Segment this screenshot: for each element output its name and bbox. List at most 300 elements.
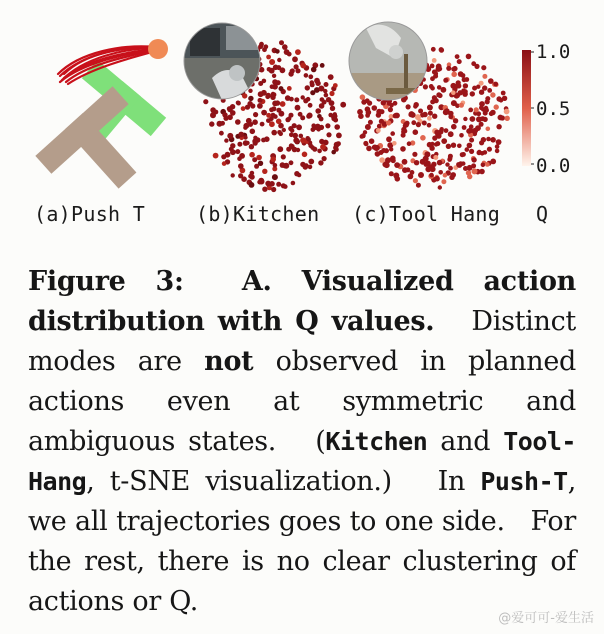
scatter-point bbox=[273, 114, 278, 119]
scatter-point bbox=[470, 116, 476, 122]
scatter-point bbox=[322, 100, 327, 105]
scatter-point bbox=[375, 151, 381, 157]
figure-label: Figure 3: bbox=[28, 266, 184, 297]
scatter-point bbox=[241, 106, 246, 111]
scatter-point bbox=[248, 96, 253, 101]
caption-term: Tool-Hang bbox=[28, 427, 576, 496]
scatter-point bbox=[287, 86, 292, 91]
scatter-point bbox=[324, 82, 329, 87]
scatter-point bbox=[280, 67, 286, 73]
scatter-point bbox=[443, 173, 448, 178]
scatter-point bbox=[295, 49, 301, 55]
caption-text: For the rest, there is no clear clustering of actions or Q. bbox=[28, 506, 576, 617]
scatter-point bbox=[271, 106, 276, 111]
scatter-point bbox=[446, 144, 451, 149]
scatter-point bbox=[418, 109, 423, 114]
scatter-point bbox=[257, 180, 262, 185]
scatter-point bbox=[307, 113, 313, 119]
scatter-point bbox=[456, 162, 461, 167]
scatter-point bbox=[479, 90, 484, 95]
scatter-point bbox=[305, 85, 310, 90]
scatter-point bbox=[369, 138, 375, 144]
scatter-point bbox=[441, 138, 447, 144]
scatter-point bbox=[479, 140, 484, 145]
scatter-point bbox=[463, 83, 468, 88]
scatter-point bbox=[418, 172, 424, 178]
scatter-point bbox=[311, 67, 317, 73]
scatter-point bbox=[457, 59, 462, 64]
q-colorbar bbox=[520, 48, 534, 168]
scatter-point bbox=[258, 91, 264, 97]
scatter-point bbox=[315, 81, 320, 86]
scatter-point bbox=[501, 91, 506, 96]
scatter-point bbox=[310, 80, 315, 85]
colorbar-tick-high: 1.0 bbox=[536, 41, 571, 63]
scatter-point bbox=[427, 123, 432, 128]
scatter-point bbox=[271, 130, 277, 136]
scatter-point bbox=[227, 133, 233, 139]
scatter-point bbox=[272, 174, 278, 180]
scatter-point bbox=[320, 63, 325, 68]
scatter-point bbox=[308, 103, 313, 108]
scatter-point bbox=[269, 181, 275, 187]
scatter-point bbox=[318, 86, 324, 92]
scatter-point bbox=[262, 47, 267, 52]
scatter-point bbox=[328, 74, 334, 80]
scatter-point bbox=[277, 146, 283, 152]
scatter-point bbox=[462, 125, 467, 130]
scatter-point bbox=[432, 70, 437, 75]
scatter-point bbox=[300, 63, 306, 69]
scatter-point bbox=[243, 126, 247, 130]
scatter-point bbox=[486, 127, 491, 132]
scatter-point bbox=[481, 163, 486, 168]
scatter-point bbox=[388, 107, 393, 112]
colorbar-label: Q bbox=[536, 202, 549, 226]
scatter-point bbox=[459, 133, 464, 138]
scatter-point bbox=[357, 109, 363, 115]
scatter-point bbox=[271, 187, 276, 192]
scatter-point bbox=[237, 156, 242, 161]
scatter-point bbox=[303, 164, 309, 170]
scatter-point bbox=[367, 101, 372, 106]
scatter-point bbox=[455, 93, 460, 98]
scatter-point bbox=[498, 115, 504, 121]
scatter-point bbox=[315, 108, 321, 114]
scatter-point bbox=[217, 121, 223, 127]
scatter-point bbox=[402, 129, 407, 134]
scatter-point bbox=[361, 99, 366, 104]
scatter-point bbox=[423, 84, 428, 89]
scatter-point bbox=[238, 132, 244, 138]
scatter-point bbox=[364, 142, 368, 146]
scatter-point bbox=[453, 118, 458, 123]
scatter-point bbox=[330, 106, 335, 111]
scatter-point bbox=[448, 131, 454, 137]
scatter-point bbox=[289, 133, 294, 138]
scatter-point bbox=[390, 156, 396, 162]
scatter-point bbox=[324, 93, 329, 98]
scatter-point bbox=[238, 163, 244, 169]
scatter-point bbox=[402, 167, 408, 173]
caption-emphasis: not bbox=[204, 346, 254, 377]
scatter-point bbox=[203, 99, 208, 104]
scatter-point bbox=[295, 68, 300, 73]
scatter-point bbox=[484, 108, 489, 113]
scatter-point bbox=[504, 109, 510, 115]
scatter-point bbox=[438, 185, 442, 189]
scatter-point bbox=[368, 120, 373, 125]
scatter-point bbox=[320, 144, 326, 150]
scatter-point bbox=[392, 141, 397, 146]
scatter-point bbox=[250, 129, 256, 135]
scatter-point bbox=[314, 125, 319, 130]
scatter-point bbox=[431, 162, 436, 167]
scatter-point bbox=[248, 89, 252, 93]
scatter-point bbox=[465, 147, 470, 152]
scatter-point bbox=[471, 61, 476, 66]
scatter-point bbox=[230, 110, 236, 116]
scatter-point bbox=[444, 128, 449, 133]
scatter-point bbox=[429, 146, 434, 151]
scatter-point bbox=[265, 94, 270, 99]
scatter-point bbox=[308, 165, 313, 170]
scatter-point bbox=[424, 151, 430, 157]
scatter-point bbox=[256, 155, 262, 161]
scatter-point bbox=[238, 173, 243, 178]
push-t-panel bbox=[24, 18, 184, 198]
scatter-point bbox=[403, 122, 409, 128]
scatter-point bbox=[468, 128, 474, 134]
caption-text: Distinct modes are bbox=[28, 306, 576, 377]
scatter-point bbox=[322, 156, 327, 161]
scatter-point bbox=[495, 149, 500, 154]
colorbar-tick-mid: 0.5 bbox=[536, 98, 571, 120]
scatter-point bbox=[496, 139, 502, 145]
scatter-point bbox=[429, 173, 434, 178]
scatter-point bbox=[496, 124, 501, 129]
scatter-point bbox=[455, 54, 460, 59]
caption-text: , we all trajectories goes to one side. bbox=[28, 466, 576, 537]
scatter-point bbox=[272, 79, 278, 85]
scatter-point bbox=[413, 104, 418, 109]
scatter-point bbox=[319, 117, 324, 122]
scatter-point bbox=[290, 128, 294, 132]
scatter-point bbox=[271, 92, 276, 97]
scatter-point bbox=[466, 54, 472, 60]
scatter-point bbox=[408, 112, 413, 117]
scatter-point bbox=[402, 159, 408, 165]
kitchen-panel bbox=[182, 18, 352, 193]
scatter-point bbox=[253, 112, 258, 117]
scatter-point bbox=[325, 123, 330, 128]
scatter-point bbox=[249, 182, 255, 188]
scatter-point bbox=[319, 139, 324, 144]
scatter-point bbox=[389, 171, 394, 176]
subfig-label-kitchen: (b)Kitchen bbox=[196, 202, 320, 226]
scatter-point bbox=[400, 146, 406, 152]
scatter-point bbox=[482, 74, 487, 79]
scatter-point bbox=[467, 143, 473, 149]
scatter-point bbox=[372, 145, 377, 150]
scatter-point bbox=[451, 143, 456, 148]
scatter-point bbox=[289, 144, 295, 150]
scatter-point bbox=[480, 151, 485, 156]
scatter-point bbox=[213, 153, 219, 159]
scatter-point bbox=[420, 135, 426, 141]
scatter-point bbox=[415, 114, 421, 120]
scatter-point bbox=[451, 90, 456, 95]
scatter-point bbox=[451, 124, 457, 130]
scatter-point bbox=[285, 95, 291, 101]
scatter-point bbox=[306, 136, 310, 140]
scatter-point bbox=[481, 65, 486, 70]
scatter-point bbox=[272, 74, 276, 78]
scatter-point bbox=[485, 99, 490, 104]
scatter-point bbox=[475, 125, 481, 131]
scatter-point bbox=[258, 98, 263, 103]
scatter-point bbox=[446, 66, 451, 71]
scatter-point bbox=[376, 112, 381, 117]
scatter-point bbox=[479, 105, 484, 110]
scatter-point bbox=[461, 73, 466, 78]
scatter-point bbox=[462, 77, 467, 82]
scatter-point bbox=[386, 120, 391, 125]
scatter-point bbox=[469, 138, 474, 143]
scatter-point bbox=[282, 44, 288, 50]
caption-title: A. Visualized action distribution with Q values. bbox=[28, 266, 576, 337]
scatter-point bbox=[273, 163, 278, 168]
scatter-point bbox=[471, 157, 476, 162]
scatter-point bbox=[252, 119, 258, 125]
scatter-point bbox=[270, 157, 276, 163]
scatter-point bbox=[266, 113, 271, 118]
scatter-point bbox=[366, 146, 372, 152]
scatter-point bbox=[463, 166, 468, 171]
scatter-point bbox=[292, 56, 298, 62]
scatter-point bbox=[276, 108, 281, 113]
scatter-point bbox=[248, 122, 253, 127]
scatter-point bbox=[289, 160, 294, 165]
scatter-point bbox=[448, 111, 454, 117]
scatter-point bbox=[360, 94, 366, 100]
caption-text: and bbox=[427, 426, 504, 457]
scatter-point bbox=[416, 183, 421, 188]
scatter-point bbox=[451, 72, 457, 78]
scatter-point bbox=[472, 168, 478, 174]
scatter-point bbox=[469, 149, 474, 154]
scatter-point bbox=[308, 74, 313, 79]
scatter-point bbox=[224, 138, 228, 142]
scatter-point bbox=[290, 69, 295, 74]
scatter-point bbox=[467, 174, 472, 179]
scatter-point bbox=[496, 96, 501, 101]
scatter-point bbox=[306, 97, 311, 102]
scatter-point bbox=[275, 100, 280, 105]
scatter-point bbox=[260, 122, 265, 127]
scatter-point bbox=[463, 117, 467, 121]
scatter-point bbox=[254, 164, 259, 169]
scatter-point bbox=[449, 175, 454, 180]
scatter-point bbox=[317, 149, 322, 154]
scatter-point bbox=[432, 136, 437, 141]
scatter-point bbox=[428, 111, 433, 116]
scatter-point bbox=[295, 105, 301, 111]
scatter-point bbox=[334, 142, 340, 148]
scatter-point bbox=[479, 81, 484, 86]
scatter-point bbox=[487, 147, 492, 152]
scatter-point bbox=[248, 174, 253, 179]
scatter-point bbox=[291, 181, 296, 186]
scatter-point bbox=[223, 116, 228, 121]
scatter-point bbox=[427, 116, 432, 121]
scatter-point bbox=[276, 119, 282, 125]
figure-caption bbox=[28, 262, 576, 622]
scatter-point bbox=[434, 130, 439, 135]
scatter-point bbox=[379, 157, 385, 163]
scatter-point bbox=[242, 93, 247, 98]
scatter-point bbox=[451, 67, 456, 72]
scatter-point bbox=[296, 148, 300, 152]
scatter-point bbox=[304, 73, 309, 78]
agent-dot bbox=[148, 39, 168, 59]
caption-text: observed in planned actions even at symmetric and ambiguous states. bbox=[28, 346, 577, 457]
scatter-point bbox=[384, 162, 390, 168]
scatter-point bbox=[505, 116, 510, 121]
caption-text: In bbox=[437, 466, 481, 497]
scatter-point bbox=[441, 179, 446, 184]
scatter-point bbox=[416, 122, 421, 127]
scatter-point bbox=[422, 121, 427, 126]
scatter-point bbox=[485, 162, 490, 167]
scatter-point bbox=[434, 98, 439, 103]
scatter-point bbox=[308, 144, 313, 149]
scatter-point bbox=[425, 166, 431, 172]
scatter-point bbox=[249, 152, 255, 158]
scatter-point bbox=[219, 131, 224, 136]
scatter-point bbox=[296, 124, 302, 130]
scatter-point bbox=[269, 59, 275, 65]
scatter-point bbox=[235, 149, 240, 154]
scatter-point bbox=[360, 134, 365, 139]
scatter-point bbox=[292, 123, 297, 128]
scatter-point bbox=[439, 48, 444, 53]
scatter-point bbox=[454, 84, 459, 89]
scatter-point bbox=[447, 157, 452, 162]
scatter-point bbox=[443, 78, 448, 83]
scatter-point bbox=[365, 113, 370, 118]
scatter-point bbox=[479, 169, 485, 175]
watermark: @爱可可-爱生活 bbox=[498, 611, 594, 626]
scatter-point bbox=[279, 40, 284, 45]
scatter-point bbox=[222, 161, 227, 166]
scatter-point bbox=[461, 88, 466, 93]
scatter-point bbox=[252, 139, 257, 144]
scatter-point bbox=[457, 144, 462, 149]
scatter-point bbox=[502, 96, 507, 101]
tool-hang-panel bbox=[346, 18, 516, 193]
scatter-point bbox=[427, 105, 433, 111]
scatter-point bbox=[270, 84, 275, 89]
scatter-point bbox=[408, 174, 414, 180]
scatter-point bbox=[487, 88, 492, 93]
scatter-point bbox=[329, 100, 335, 106]
scatter-point bbox=[390, 131, 395, 136]
scatter-point bbox=[301, 95, 305, 99]
scatter-point bbox=[384, 148, 389, 153]
scatter-point bbox=[365, 124, 371, 130]
scatter-point bbox=[280, 101, 286, 107]
caption-text: ( bbox=[315, 426, 326, 457]
scatter-point bbox=[413, 178, 418, 183]
scatter-point bbox=[372, 105, 378, 111]
scatter-point bbox=[210, 112, 216, 118]
scatter-point bbox=[283, 163, 288, 168]
scatter-point bbox=[412, 152, 417, 157]
scatter-point bbox=[318, 160, 323, 165]
scatter-point bbox=[433, 155, 438, 160]
scatter-point bbox=[297, 173, 301, 177]
scatter-point bbox=[441, 87, 447, 93]
scatter-point bbox=[237, 142, 242, 147]
scatter-point bbox=[236, 101, 241, 106]
scatter-point bbox=[445, 162, 449, 166]
scatter-point bbox=[459, 103, 464, 108]
scatter-point bbox=[451, 100, 457, 106]
scatter-point bbox=[230, 143, 235, 148]
scatter-point bbox=[437, 160, 443, 166]
scatter-point bbox=[273, 65, 279, 71]
scatter-point bbox=[438, 170, 443, 175]
scatter-point bbox=[486, 137, 491, 142]
scatter-point bbox=[302, 152, 308, 158]
scatter-point bbox=[261, 110, 267, 116]
caption-term: Kitchen bbox=[325, 427, 428, 456]
scatter-point bbox=[432, 114, 437, 119]
scatter-point bbox=[493, 82, 498, 87]
scatter-point bbox=[468, 108, 473, 113]
scatter-point bbox=[262, 187, 267, 192]
scatter-point bbox=[247, 101, 252, 106]
scatter-point bbox=[413, 129, 419, 135]
scatter-point bbox=[483, 117, 488, 122]
scatter-point bbox=[488, 78, 494, 84]
scatter-point bbox=[448, 166, 453, 171]
caption-term: Push-T bbox=[480, 467, 568, 496]
scatter-point bbox=[407, 141, 412, 146]
scatter-point bbox=[393, 173, 399, 179]
scatter-point bbox=[282, 128, 286, 132]
scatter-point bbox=[308, 159, 314, 165]
scatter-point bbox=[231, 173, 235, 177]
subfig-label-tool-hang: (c)Tool Hang bbox=[352, 202, 501, 226]
scatter-point bbox=[331, 150, 336, 155]
scatter-point bbox=[474, 107, 479, 112]
scatter-point bbox=[460, 152, 465, 157]
scatter-point bbox=[277, 58, 281, 62]
scatter-point bbox=[432, 58, 437, 63]
scatter-point bbox=[393, 113, 398, 118]
scatter-point bbox=[293, 137, 299, 143]
scatter-point bbox=[430, 64, 435, 69]
scatter-point bbox=[376, 128, 381, 133]
scatter-point bbox=[490, 137, 496, 143]
scatter-point bbox=[489, 111, 494, 116]
scatter-point bbox=[430, 86, 435, 91]
tool-hang-robot-thumbnail bbox=[346, 18, 436, 108]
scatter-point bbox=[386, 136, 392, 142]
scatter-point bbox=[329, 91, 334, 96]
